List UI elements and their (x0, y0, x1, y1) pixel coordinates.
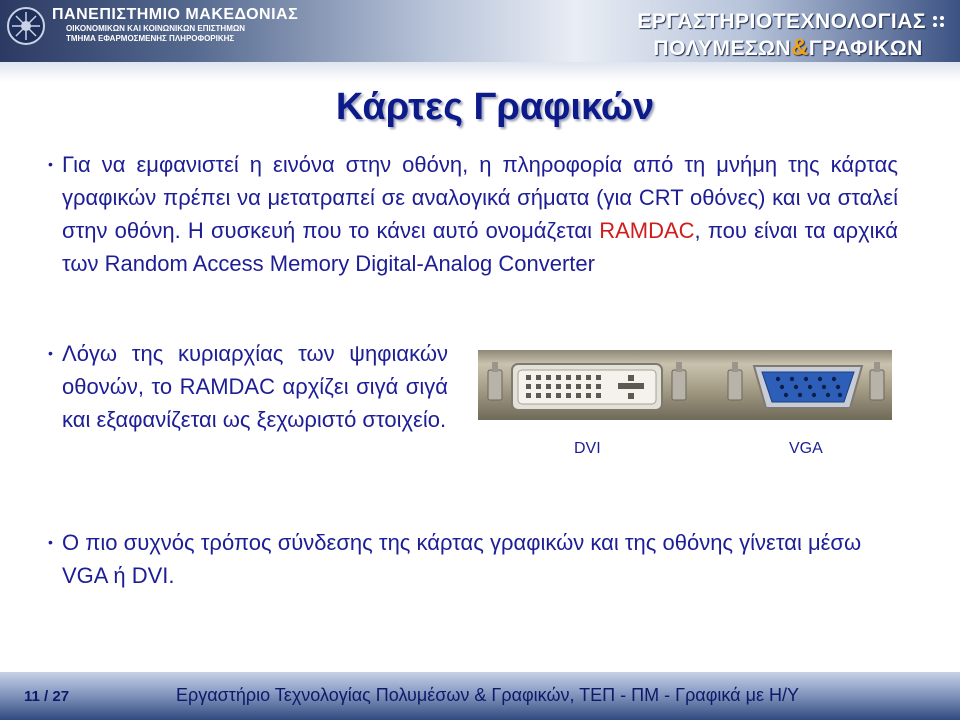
lab-logo-line1: ΕΡΓΑΣΤΗΡΙΟΤΕΧΝΟΛΟΓΙΑΣ (637, 10, 926, 33)
bullet-icon: • (48, 534, 53, 550)
dvi-port-icon (488, 362, 686, 410)
connectors-photo (478, 350, 892, 420)
lab-logo-line2a: ΠΟΛΥΜΕΣΩΝ (653, 37, 792, 60)
current-page: 11 (24, 688, 40, 705)
header-fade (0, 62, 960, 82)
lab-logo-amp: & (791, 34, 809, 61)
dvi-label: DVI (574, 440, 601, 457)
vga-port-icon (728, 362, 884, 408)
page-separator: / (44, 688, 49, 705)
paragraph-ramdac-text-1: Για να εμφανιστεί η εινόνα στην οθόνη, η πληροφορία από τη μνήμη της κάρτας γραφικών πρέπει να μετατραπεί σε αναλογικά σήματα (για CRT οθόνες) και να σταλεί στην οθόνη. Η συσκευή που το κάνει αυτό ονομάζεται (62, 152, 898, 243)
slide-title: Κάρτες Γραφικών (335, 86, 655, 128)
vga-label: VGA (789, 440, 823, 457)
slide-footer (0, 672, 960, 720)
paragraph-digital-displays-text: Λόγω της κυριαρχίας των ψηφιακών οθονών, το RAMDAC αρχίζει σιγά σιγά και εξαφανίζεται ως ξεχωριστό στοιχείο. (62, 341, 448, 432)
dots-decoration-icon (932, 15, 946, 29)
footer-text: Εργαστήριο Τεχνολογίας Πολυμέσων & Γραφικών, ΤΕΠ - ΠΜ - Γραφικά με Η/Υ (176, 685, 799, 705)
university-crest-icon (6, 6, 46, 46)
page-indicator (24, 688, 69, 705)
university-department: ΤΜΗΜΑ ΕΦΑΡΜΟΣΜΕΝΗΣ ΠΛΗΡΟΦΟΡΙΚΗΣ (66, 34, 235, 43)
total-pages: 27 (52, 688, 70, 705)
ramdac-highlight: RAMDAC (599, 218, 695, 243)
dvi-vga-ports-illustration (478, 350, 892, 420)
bullet-icon: • (48, 156, 53, 172)
paragraph-connection (48, 526, 908, 592)
university-faculty: ΟΙΚΟΝΟΜΙΚΩΝ ΚΑΙ ΚΟΙΝΩΝΙΚΩΝ ΕΠΙΣΤΗΜΩΝ (66, 24, 246, 33)
paragraph-ramdac (48, 148, 898, 280)
university-name: ΠΑΝΕΠΙΣΤΗΜΙΟ ΜΑΚΕΔΟΝΙΑΣ (52, 6, 299, 23)
paragraph-digital-displays (48, 337, 448, 436)
bullet-icon: • (48, 345, 53, 361)
paragraph-ramdac-text-2: , που είναι τα αρχικά των Random Access Memory Digital-Analog Converter (62, 218, 898, 276)
slide-header (0, 0, 960, 62)
lab-logo-line2b: ΓΡΑΦΙΚΩΝ (808, 37, 923, 60)
lab-logo (637, 10, 946, 62)
paragraph-connection-text: Ο πιο συχνός τρόπος σύνδεσης της κάρτας γραφικών και της οθόνης γίνεται μέσω VGA ή DVI. (62, 530, 862, 588)
